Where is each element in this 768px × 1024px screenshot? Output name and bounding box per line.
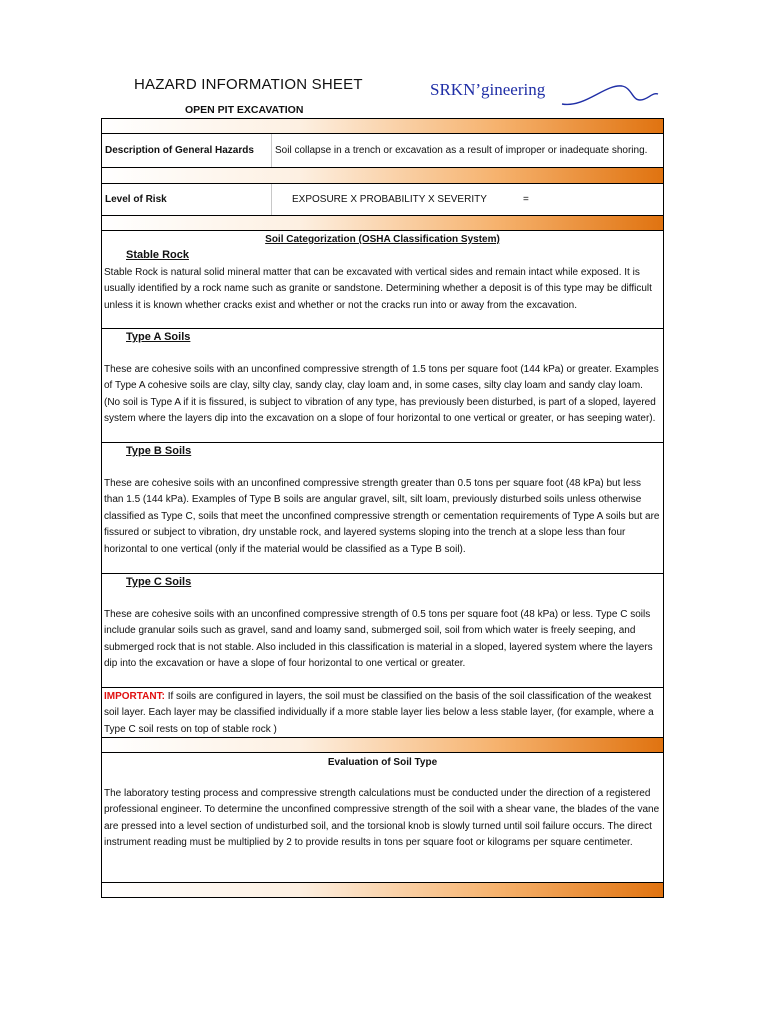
general-hazards-value: Soil collapse in a trench or excavation as a result of improper or inadequate shoring. <box>275 145 648 156</box>
stable-rock-title: Stable Rock <box>126 249 189 261</box>
logo-swoosh-icon <box>560 80 660 110</box>
risk-formula-cell <box>273 184 663 215</box>
type-a-text: These are cohesive soils with an unconfined compressive strength of 1.5 tons per square foot (144 kPa) or greater. Examples of Type A cohesive soils are clay, silty clay, sandy clay, clay loam and, in some cases, silty clay loam and sandy clay loam. (No soil is Type A if it is fissured, is subject to vibration of any type, has previously been disturbed, is part of a sloped, layered system where the layers dip into the excavation on a slope of four horizontal to one vertical or greater, or has seeping water). <box>104 364 659 425</box>
sheet-title: HAZARD INFORMATION SHEET <box>134 76 363 93</box>
type-c-section <box>102 574 663 688</box>
risk-formula: EXPOSURE X PROBABILITY X SEVERITY <box>292 194 487 205</box>
important-label: IMPORTANT: <box>104 691 165 702</box>
evaluation-section <box>102 753 663 883</box>
general-hazards-label: Description of General Hazards <box>102 134 272 167</box>
band-4 <box>102 737 663 753</box>
type-a-title: Type A Soils <box>126 331 191 343</box>
risk-label: Level of Risk <box>102 184 272 215</box>
type-c-title: Type C Soils <box>126 576 192 588</box>
sheet-subtitle: OPEN PIT EXCAVATION <box>185 104 304 116</box>
type-b-text: These are cohesive soils with an unconfined compressive strength greater than 0.5 tons per square foot (48 kPa) but less than 1.5 (144 kPa). Examples of Type B soils are angular gravel, silt, silt loam, previously disturbed soils unless otherwise classified as Type C, soils that meet the unconfined compressive strength or cementation requirements of Type A soils but are fissured or subject to vibration, dry unstable rock, and layered systems sloping into the trench at a slope less than four horizontal to one vertical (only if the material would be classified as a Type B soil). <box>104 478 660 555</box>
stable-rock-section <box>102 231 663 329</box>
categorization-heading: Soil Categorization (OSHA Classification System) <box>265 234 500 245</box>
risk-equals: = <box>523 194 529 205</box>
hazard-sheet-table <box>101 118 664 898</box>
important-text: IMPORTANT: If soils are configured in layers, the soil must be classified on the basis of the soil classification of the weakest soil layer. Each layer may be classified individually if a more stable layer lies below a less stable layer, (for example, where a Type C soil rests on top of stable rock ) <box>104 691 654 735</box>
general-hazards-row <box>102 134 663 168</box>
company-logo: SRKN’gineering <box>430 80 546 99</box>
type-b-title: Type B Soils <box>126 445 192 457</box>
band-3 <box>102 216 663 231</box>
header-band <box>102 119 663 134</box>
risk-row <box>102 184 663 216</box>
important-note <box>102 688 663 737</box>
evaluation-text: The laboratory testing process and compressive strength calculations must be conducted under the direction of a registered professional engineer. To determine the unconfined compressive strength of the soil with a shear vane, the blades of the vane are pressed into a level section of undisturbed soil, and the torsional knob is slowly turned until soil failure occurs. The direct instrument reading must be multiplied by 2 to provide results in tons per square foot or kilograms per square centimeter. <box>104 788 660 849</box>
footer-band <box>102 883 663 897</box>
evaluation-heading: Evaluation of Soil Type <box>327 757 438 768</box>
type-c-text: These are cohesive soils with an unconfined compressive strength of 0.5 tons per square foot (48 kPa) or less. Type C soils include granular soils such as gravel, sand and loamy sand, submerged soil, soil from which water is freely seeping, and submerged rock that is not stable. Also included in this classification is material in a sloped, layered system where the layers dip into the excavation or have a slope of four horizontal to one vertical or greater. <box>104 609 653 670</box>
type-a-section <box>102 329 663 443</box>
stable-rock-text: Stable Rock is natural solid mineral matter that can be excavated with vertical sides and remain intact while exposed. It is usually identified by a rock name such as granite or sandstone. Determining whether a deposit is of this type may be difficult unless it is known whether cracks exist and whether or not the cracks run into or away from the excavation. <box>104 267 652 311</box>
type-b-section <box>102 443 663 574</box>
band-2 <box>102 168 663 184</box>
